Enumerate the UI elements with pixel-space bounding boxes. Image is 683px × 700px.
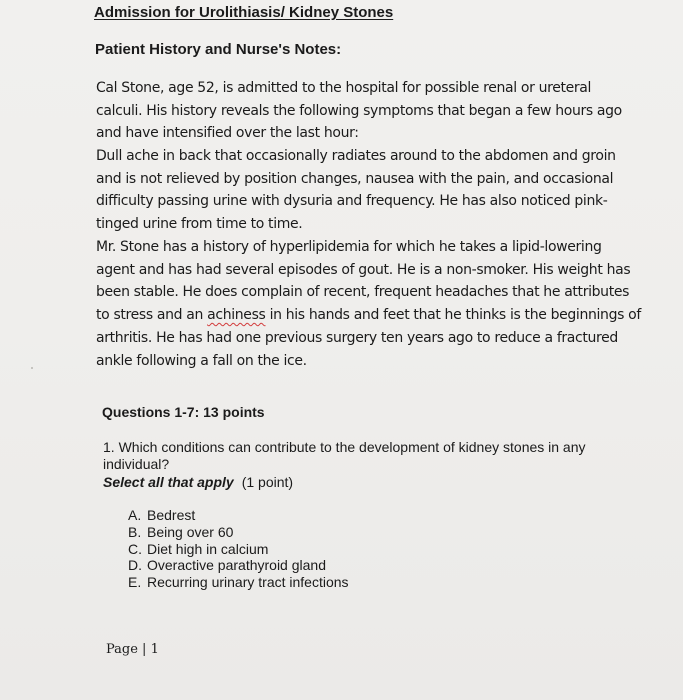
paragraph-3-part-1: Mr. Stone has a history of hyperlipidemia for which he takes a lipid-lowering agent and has had several episodes of gout. He is a non-smoker. His weight has been stable. He does complain of recent, frequent headaches that he attributes to stress and an <box>96 239 631 324</box>
option-text: Diet high in calcium <box>147 540 269 557</box>
page-speck <box>31 367 33 369</box>
option-text: Being over 60 <box>147 523 234 540</box>
question-1-text: 1. Which conditions can contribute to the development of kidney stones in any individual? <box>103 439 586 472</box>
document-title: Admission for Urolithiasis/ Kidney Stones <box>94 4 394 21</box>
option-letter: C. <box>128 540 142 557</box>
select-all-instruction: Select all that apply <box>103 474 234 490</box>
option-c[interactable] <box>128 541 349 558</box>
option-letter: B. <box>128 523 142 540</box>
question-1-options <box>128 507 349 591</box>
page-number: Page | 1 <box>106 642 159 657</box>
option-text: Recurring urinary tract infections <box>147 574 349 591</box>
history-paragraph-1 <box>96 77 641 145</box>
history-paragraph-3 <box>96 236 641 372</box>
question-1-instruction <box>103 474 293 490</box>
history-paragraph-2 <box>96 145 641 236</box>
questions-heading: Questions 1-7: 13 points <box>102 404 265 420</box>
option-letter: E. <box>128 574 142 591</box>
question-1-points: (1 point) <box>241 474 294 490</box>
option-d[interactable] <box>128 557 349 574</box>
option-letter: A. <box>128 507 142 523</box>
history-paragraph-3-text <box>96 236 641 372</box>
history-paragraph-1-text: Cal Stone, age 52, is admitted to the hospital for possible renal or ureteral calculi. His history reveals the following symptoms that began a few hours ago and have intensified over the last hour: <box>96 80 622 142</box>
paragraph-3-part-2: in his hands and feet that he thinks is the beginnings of arthritis. He has had one previous surgery ten years ago to reduce a fractured ankle following a fall on the ice. <box>96 307 641 369</box>
option-text: Overactive parathyroid gland <box>147 557 326 574</box>
option-e[interactable] <box>128 574 349 591</box>
spellcheck-flagged-word[interactable]: achiness <box>207 307 266 324</box>
option-text: Bedrest <box>147 507 196 523</box>
history-paragraph-2-text: Dull ache in back that occasionally radiates around to the abdomen and groin and is not relieved by position changes, nausea with the pain, and occasional difficulty passing urine with dysuria and frequency. He has also noticed pink-tinged urine from time to time. <box>96 148 616 233</box>
option-a[interactable] <box>128 507 349 524</box>
option-b[interactable] <box>128 524 349 541</box>
patient-history-heading: Patient History and Nurse's Notes: <box>95 41 342 58</box>
option-letter: D. <box>128 557 142 574</box>
